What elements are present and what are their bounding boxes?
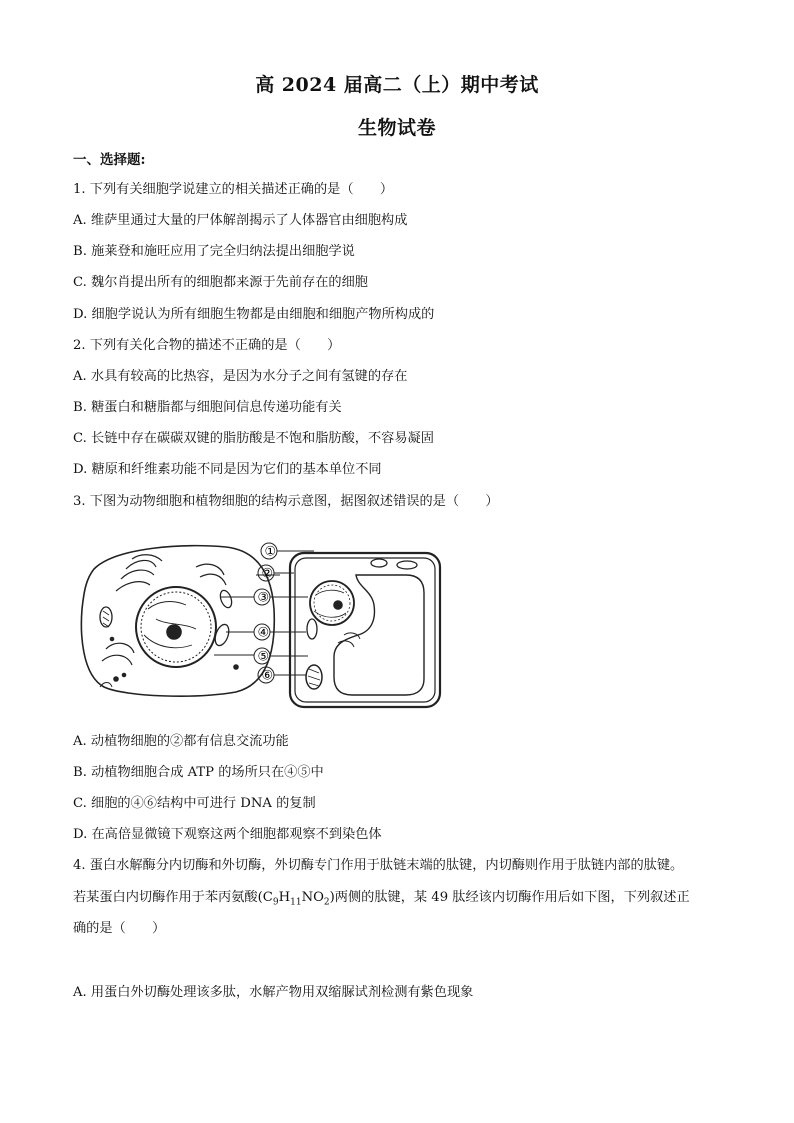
q4-option-a: A. 用蛋白外切酶处理该多肽，水解产物用双缩脲试剂检测有紫色现象 (73, 985, 474, 1000)
label-1: ① (264, 544, 277, 560)
label-4: ④ (257, 625, 270, 641)
label-3: ③ (257, 590, 270, 606)
q2-option-c: C. 长链中存在碳碳双键的脂肪酸是不饱和脂肪酸，不容易凝固 (73, 431, 434, 446)
q4-stem-line1: 4. 蛋白水解酶分内切酶和外切酶，外切酶专门作用于肽链末端的肽键，内切酶则作用于肽链内部的肽键。 (73, 858, 684, 873)
q1-stem: 1. 下列有关细胞学说建立的相关描述正确的是（ ） (73, 182, 394, 197)
q4-text-post: )两侧的肽键，某 49 肽经该内切酶作用后如下图，下列叙述正 (329, 890, 690, 905)
section-heading: 一、选择题: (73, 152, 146, 168)
q4-formula-h-sub: 11 (290, 897, 302, 908)
q3-stem: 3. 下图为动物细胞和植物细胞的结构示意图，据图叙述错误的是（ ） (73, 494, 499, 509)
animal-cell (81, 546, 274, 697)
q4-text-pre: 若某蛋白内切酶作用于苯丙氨酸(C (73, 890, 273, 905)
q1-option-c: C. 魏尔肖提出所有的细胞都来源于先前存在的细胞 (73, 275, 368, 290)
q2-option-b: B. 糖蛋白和糖脂都与细胞间信息传递功能有关 (73, 400, 342, 415)
q2-stem: 2. 下列有关化合物的描述不正确的是（ ） (73, 338, 341, 353)
q3-option-b: B. 动植物细胞合成 ATP 的场所只在④⑤中 (73, 765, 324, 780)
exam-title: 高 2024 届高二（上）期中考试 (255, 74, 539, 96)
q4-formula-c-sub: 9 (272, 897, 279, 908)
q4-formula-no: NO (301, 890, 324, 905)
label-5: ⑤ (257, 649, 270, 665)
q3-option-a: A. 动植物细胞的②都有信息交流功能 (73, 734, 289, 749)
q4-stem-line3: 确的是（ ） (73, 921, 166, 936)
q2-option-a: A. 水具有较高的比热容，是因为水分子之间有氢键的存在 (73, 369, 408, 384)
label-2: ② (261, 566, 274, 582)
label-6: ⑥ (261, 668, 274, 684)
q4-formula-no-sub: 2 (323, 897, 330, 908)
q2-option-d: D. 糖原和纤维素功能不同是因为它们的基本单位不同 (73, 462, 382, 477)
cell-structure-diagram (76, 539, 446, 711)
q3-option-c: C. 细胞的④⑥结构中可进行 DNA 的复制 (73, 796, 316, 811)
q1-option-b: B. 施莱登和施旺应用了完全归纳法提出细胞学说 (73, 244, 355, 259)
q4-stem-line2 (73, 889, 690, 912)
q1-option-a: A. 维萨里通过大量的尸体解剖揭示了人体器官由细胞构成 (73, 213, 408, 228)
exam-subject: 生物试卷 (357, 117, 436, 139)
plant-cell (290, 553, 440, 707)
q1-option-d: D. 细胞学说认为所有细胞生物都是由细胞和细胞产物所构成的 (73, 307, 435, 322)
q3-option-d: D. 在高倍显微镜下观察这两个细胞都观察不到染色体 (73, 827, 382, 842)
q4-formula-h: H (278, 890, 291, 905)
